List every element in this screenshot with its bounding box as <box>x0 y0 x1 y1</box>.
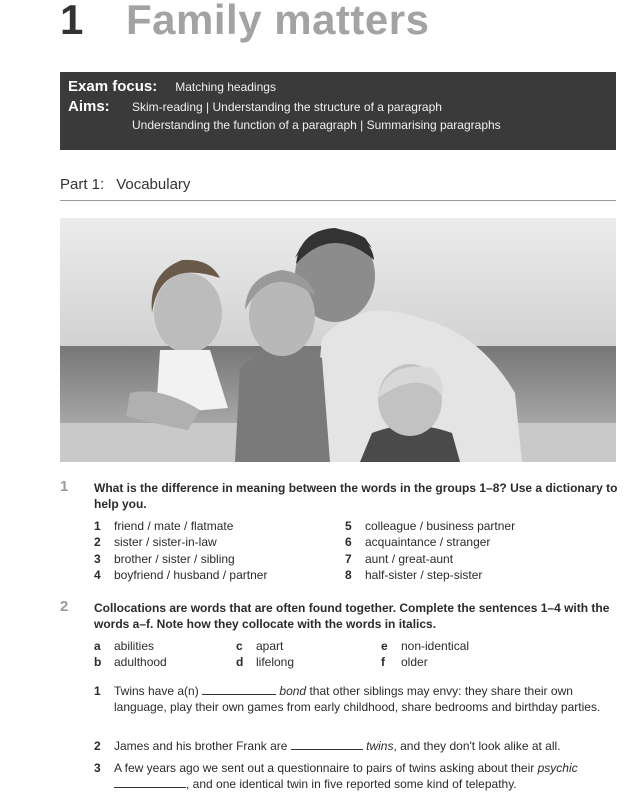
list-item: f older <box>381 655 428 670</box>
list-item: a abilities <box>94 639 155 653</box>
q1-groups-left <box>94 518 267 584</box>
list-item: 1 friend / mate / flatmate <box>94 519 234 533</box>
unit-number: 1 <box>60 0 84 43</box>
aims-line-1: Skim-reading | Understanding the structure of a paragraph <box>132 100 442 114</box>
q2-options-col1 <box>94 638 167 671</box>
family-photo <box>60 218 616 462</box>
q1-groups-right <box>345 518 515 584</box>
list-item: d lifelong <box>236 655 295 670</box>
list-item: 2 sister / sister-in-law <box>94 535 217 550</box>
question-2-instruction: Collocations are words that are often found together. Complete the sentences 1–4 with the words a–f. Note how they collocate with the words in italics. <box>94 601 610 631</box>
q2-sentence-1: 1 Twins have a(n) bond that other siblings may envy: they share their own language, play their own games from early childhood, share bedrooms and birthday parties. <box>94 684 601 714</box>
list-item: 6 acquaintance / stranger <box>345 535 491 550</box>
q2-options-col2 <box>236 638 294 671</box>
q2-sentence-3: 3 A few years ago we sent out a questionnaire to pairs of twins asking about their psychic , and one identical twin in five reported some kind of telepathy. <box>94 761 578 791</box>
part-heading <box>60 176 616 201</box>
list-item: 8 half-sister / step-sister <box>345 568 483 583</box>
q2-options-col3 <box>381 638 469 671</box>
exam-focus-label: Exam focus: <box>68 78 158 95</box>
exam-focus-box <box>60 72 616 150</box>
answer-blank[interactable] <box>114 777 186 788</box>
exam-focus-text: Matching headings <box>175 80 276 94</box>
aims-label: Aims: <box>68 98 110 115</box>
family-photo-illustration <box>60 218 616 462</box>
answer-blank[interactable] <box>291 739 363 750</box>
list-item: c apart <box>236 639 284 653</box>
list-item: e non-identical <box>381 639 470 653</box>
question-2-number: 2 <box>60 598 69 615</box>
list-item: 5 colleague / business partner <box>345 519 516 533</box>
list-item: b adulthood <box>94 655 167 670</box>
question-1-number: 1 <box>60 478 69 495</box>
answer-blank[interactable] <box>202 684 276 695</box>
list-item: 4 boyfriend / husband / partner <box>94 568 268 583</box>
part-label: Part 1: <box>60 176 105 193</box>
list-item: 7 aunt / great-aunt <box>345 551 454 566</box>
question-1-instruction: What is the difference in meaning between the words in the groups 1–8? Use a dictionary to help you. <box>94 481 618 511</box>
q2-sentence-2: 2 James and his brother Frank are twins, and they don't look alike at all. <box>94 739 561 753</box>
part-title: Vocabulary <box>116 176 191 193</box>
list-item: 3 brother / sister / sibling <box>94 551 235 566</box>
unit-name: Family matters <box>126 0 430 43</box>
unit-title <box>60 0 429 52</box>
aims-line-2: Understanding the function of a paragraph | Summarising paragraphs <box>132 118 501 132</box>
